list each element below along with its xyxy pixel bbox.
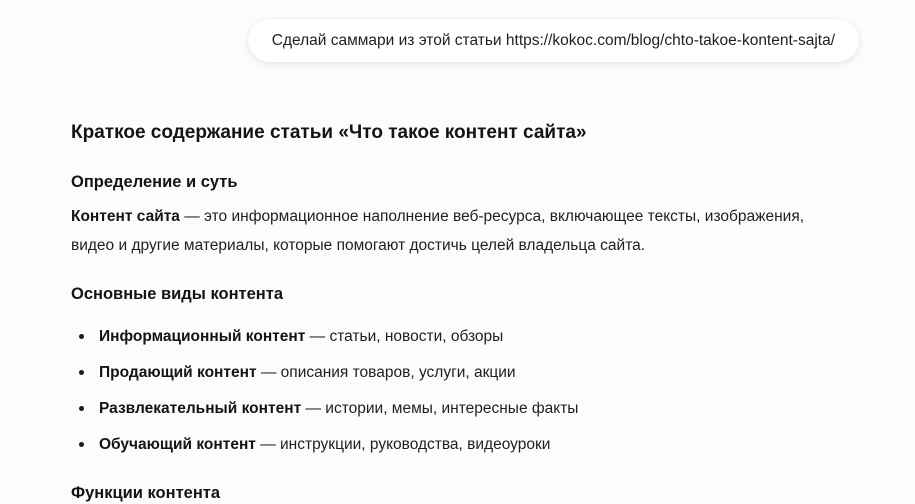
content-type-desc: — описания товаров, услуги, акции — [256, 364, 516, 381]
user-message-bubble — [248, 19, 859, 62]
bullet-icon — [79, 370, 84, 375]
content-types-list — [71, 319, 578, 463]
section-heading-definition: Определение и суть — [71, 173, 238, 191]
section-heading-content-types: Основные виды контента — [71, 285, 284, 303]
content-type-desc: — истории, мемы, интересные факты — [301, 400, 579, 417]
list-item — [71, 427, 578, 463]
content-type-name: Обучающий контент — [99, 436, 256, 453]
content-type-desc: — статьи, новости, обзоры — [305, 328, 504, 345]
content-type-name: Продающий контент — [99, 364, 257, 381]
content-type-name: Развлекательный контент — [99, 400, 302, 417]
assistant-response — [71, 120, 851, 502]
definition-text: — это информационное наполнение веб-ресурса, включающее тексты, изображения, видео и другие материалы, которые помогают достичь целей владельца сайта. — [71, 208, 805, 254]
user-message-text: Сделай саммари из этой статьи https://kokoc.com/blog/chto-takoe-kontent-sajta/ — [271, 31, 835, 49]
bullet-icon — [79, 442, 84, 447]
content-type-desc: — инструкции, руководства, видеоуроки — [255, 436, 551, 453]
list-item — [71, 355, 578, 391]
summary-title: Краткое содержание статьи «Что такое контент сайта» — [71, 122, 587, 143]
list-item — [71, 319, 578, 355]
bullet-icon — [79, 334, 84, 339]
definition-paragraph — [71, 203, 811, 260]
content-type-name: Информационный контент — [99, 328, 306, 345]
section-heading-functions: Функции контента — [71, 484, 221, 502]
definition-term: Контент сайта — [71, 208, 180, 225]
bullet-icon — [79, 406, 84, 411]
list-item — [71, 391, 578, 427]
